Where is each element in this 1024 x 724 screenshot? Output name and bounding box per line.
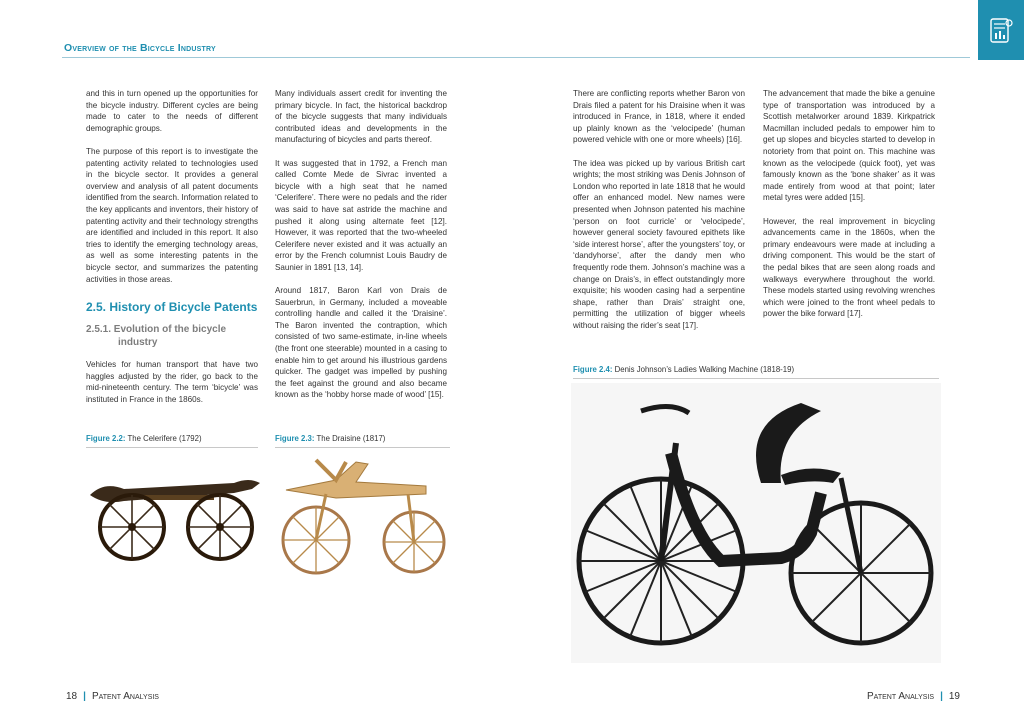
column-1 xyxy=(86,88,258,417)
figure-caption xyxy=(86,434,202,443)
subsection-heading: 2.5.1. Evolution of the bicycle industry xyxy=(86,324,227,348)
figure-rule xyxy=(573,378,939,379)
figure-label: Figure 2.4: xyxy=(573,365,613,374)
footer-title: Patent Analysis xyxy=(867,691,935,702)
figure-caption xyxy=(275,434,385,443)
figure-label: Figure 2.3: xyxy=(275,434,315,443)
paragraph: The idea was picked up by various British cart wrights; the most striking was Denis Johnson of London who reported in late 1818 that he would offer an enhanced model. New names were presented when Johnson patented his machine ‘person on foot curricle’ or ‘velocipede’, however general society favoured epithets like ‘side interest horse’, after the youngsters’ toy, or ‘dandyhorse’, after the dandy men who frequently rode them. Johnson’s machine was a change on Drais’s, in effect outstandingly more exquisite; his wooden casing had a serpentine shape, rather than Drais’ straight one, permitting the utilization of bigger wheels without raising the rider’s seat [17]. xyxy=(573,158,745,330)
paragraph: The advancement that made the bike a genuine type of transportation was introduced by a Scottish metalworker around 1839. Kirkpatrick Macmillan included pedals to empower him to get up slopes and bicycles started to develop in notoriety from that point on. This machine was known as the velocipede (quick foot), yet was famously known as the ‘bone shaker’ as it was made entirely from wood at that point; later metal tyres were added [15]. xyxy=(763,89,935,203)
figure-rule xyxy=(275,447,450,448)
paragraph: Around 1817, Baron Karl von Drais de Sauerbrun, in Germany, included a moveable controlling handle and called it the ‘Draisine’. The Baron invented the contraption, which consisted of two same-estimate, in-line wheels (the front one steerable) mounted in a casing to enable him to get around his illustrious gardens quicker. The gadget was impelled by pushing the feet against the ground and also became known as the ‘hobby horse made of wood’ [15]. xyxy=(275,286,447,400)
paragraph: The purpose of this report is to investigate the patenting activity related to technologies used in the bicycle sector. It provides a general overview and analysis of all patent documents identified from the search. Information related to the key applicants and inventors, their history of patenting activity and their technology strengths are identified and included in this report. It also tries to identify the emerging technology areas, as well as some interesting patents in the bicycle sector, and summarizes the patenting activities in those areas. xyxy=(86,146,258,284)
figure-rule xyxy=(86,447,258,448)
walking-machine-illustration xyxy=(571,383,941,663)
paragraph: Vehicles for human transport that have two haggles adjusted by the rider, go back to the mid-nineteenth century. The term ‘bicycle’ was instituted in France in the 1860s. xyxy=(86,360,258,404)
celerifere-illustration xyxy=(84,455,264,565)
paragraph: However, the real improvement in bicycling advancements came in the 1860s, when the primary endeavours were made at including a driving component. This would be the start of the pedal bikes that are seen along roads and walkways everywhere throughout the world. These models started using revolving wrenches which were joined to the front wheel pedals to power the bike forward [17]. xyxy=(763,216,935,319)
figure-label: Figure 2.2: xyxy=(86,434,126,443)
paragraph: There are conflicting reports whether Baron von Drais filed a patent for his Draisine when it was introduced in France, in 1818, where it ended up plainly known as the ‘velocipede’ (human powered vehicle with one or more wheels) [16]. xyxy=(573,89,745,145)
figure-title: The Draisine (1817) xyxy=(316,434,386,443)
header-rule xyxy=(62,57,970,58)
figure-title: The Celerifere (1792) xyxy=(127,434,202,443)
column-4 xyxy=(763,88,935,331)
footer-title: Patent Analysis xyxy=(91,691,159,702)
draisine-illustration xyxy=(276,450,456,580)
figure-caption xyxy=(573,365,794,374)
column-3 xyxy=(573,88,745,343)
page-number: 19 xyxy=(948,691,960,702)
footer-right: Patent Analysis | 19 xyxy=(867,691,960,702)
figure-title: Denis Johnson’s Ladies Walking Machine (1818-19) xyxy=(614,365,795,374)
running-header: Overview of the Bicycle Industry xyxy=(64,42,216,54)
section-heading: 2.5. History of Bicycle Patents xyxy=(86,300,258,315)
paragraph: Many individuals assert credit for inventing the primary bicycle. In fact, the historical backdrop of the bicycle suggests that many individuals contributed ideas and developments in the manufacturing of bicycles and parts thereof. xyxy=(275,89,447,145)
paragraph: It was suggested that in 1792, a French man called Comte Mede de Sivrac invented a bicycle with a high seat that he named ‘Celerifere’. There were no pedals and the rider was said to have sat astride the machine and pushed it along using alternate feet [12]. However, it was reported that the two-wheeled Celerifere never existed and it was actually an error by the French columnist Louis Baudry de Saunier in 1891 [13, 14]. xyxy=(275,158,447,272)
page-number: 18 xyxy=(66,691,78,702)
report-icon xyxy=(986,16,1016,46)
footer-left: 18 | Patent Analysis xyxy=(66,691,159,702)
column-2 xyxy=(275,88,447,413)
corner-badge xyxy=(978,0,1024,60)
paragraph: and this in turn opened up the opportunities for the bicycle industry. Different cycles are being made to cater to the needs of different demographic groups. xyxy=(86,89,258,133)
